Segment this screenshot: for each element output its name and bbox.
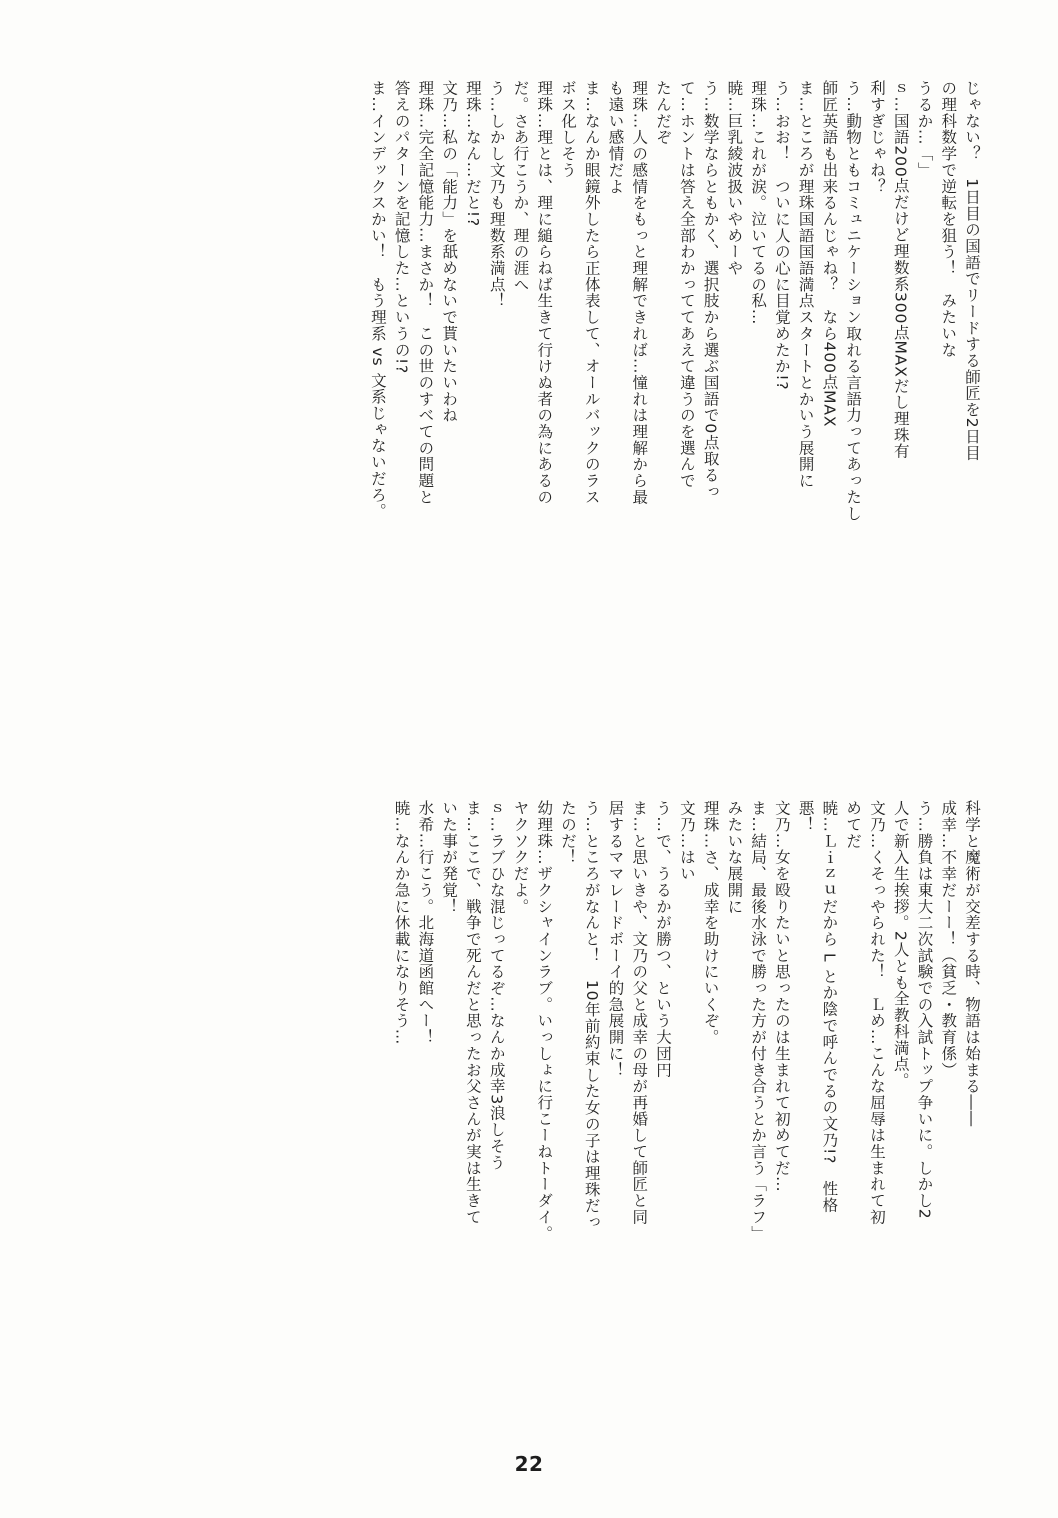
text-line: う…勝負は東大二次試験での入試トップ争いに。しかし2: [915, 800, 934, 1220]
text-line: ま…ところが理珠国語国語満点スタートとかいう展開に: [796, 80, 815, 489]
text-line: ヤクソクだよ。: [511, 800, 530, 915]
text-line: 文乃…私の「能力」を舐めないで貰いたいわね: [440, 80, 459, 424]
text-line: 利すぎじゃね？: [867, 80, 886, 195]
text-line: いた事が発覚！: [440, 800, 459, 915]
text-line: 理珠…なん…だと!?: [463, 80, 482, 227]
text-line: 文乃…くそっやられた！ Ｌめ…こんな屈辱は生まれて初: [867, 800, 886, 1226]
text-line: 居するママレードボーイ的急展開に！: [606, 800, 625, 1078]
text-line: ｓ…ラブひな混じってるぞ…なんか成幸3浪しそう: [487, 800, 506, 1171]
text-line: 師匠英語も出来るんじゃね？ なら400点MAX: [820, 80, 839, 428]
text-line: 科学と魔術が交差する時、物語は始まる――: [963, 800, 981, 1128]
text-line: て…ホントは答え全部わかっててあえて違うのを選んで: [677, 80, 696, 489]
text-line: ま…と思いきや、文乃の父と成幸の母が再婚して師匠と同: [630, 800, 649, 1226]
text-line: ま…インデックスかい！ もう理系 vs 文系じゃないだろ。: [368, 80, 387, 520]
text-line: ｓ…国語200点だけど理数系300点MAXだし理珠有: [891, 80, 910, 460]
text-line: 人で新入生挨拶。2人とも全教科満点。: [891, 800, 910, 1089]
text-line: ボス化しそう: [558, 80, 577, 179]
text-line: 暁…なんか急に休載になりそう…: [392, 800, 411, 1046]
text-line: の理科数学で逆転を狙う！ みたいな: [939, 80, 958, 358]
text-line: たんだぞ: [654, 80, 673, 146]
text-line: 水希…行こう。北海道函館へー！: [416, 800, 435, 1046]
text-line: 理珠…これが涙。泣いてるの私…: [749, 80, 768, 326]
text-line: じゃない？ 1日目の国語でリードする師匠を2日目: [963, 80, 981, 462]
text-line: う…おお！ ついに人の心に目覚めたか!?: [772, 80, 791, 391]
text-line: 理珠…人の感情をもっと理解できれば…憧れは理解から最: [630, 80, 649, 506]
text-line: 成幸…不幸だーー！（貧乏・教育係）: [939, 800, 958, 1078]
text-line: みたいな展開に: [725, 800, 744, 915]
text-line: 悪！: [796, 800, 815, 833]
text-line: 暁…巨乳綾波扱いやめーや: [725, 80, 744, 277]
text-line: 答えのパターンを記憶した…というの!?: [392, 80, 411, 375]
text-line: ま…結局、最後水泳で勝った方が付き合うとか言う「ラフ」: [749, 800, 768, 1242]
text-line: 文乃…女を殴りたいと思ったのは生まれて初めてだ…: [772, 800, 791, 1193]
text-line: 理珠…完全記憶能力…まさか！ この世のすべての問題と: [416, 80, 435, 506]
text-line: も遠い感情だよ: [606, 80, 625, 195]
text-line: めてだ: [844, 800, 863, 850]
text-line: う…ところがなんと！ 10年前約束した女の子は理珠だっ: [582, 800, 601, 1231]
text-line: だ。さあ行こうか、理の涯へ: [511, 80, 530, 293]
text-line: ま…なんか眼鏡外したら正体表して、オールバックのラス: [582, 80, 601, 506]
text-line: う…数学ならともかく、選択肢から選ぶ国語で0点取るっ: [701, 80, 720, 500]
text-block-top: [362, 80, 980, 720]
page-number: 22: [514, 1452, 544, 1476]
text-line: 理珠…さ、成幸を助けにいくぞ。: [701, 800, 720, 1046]
text-line: 幼理珠…ザクシャインラブ。いっしょに行こーねトーダイ。: [535, 800, 554, 1242]
text-line: う…動物ともコミュニケーション取れる言語力ってあったし: [844, 80, 863, 522]
text-line: 理珠…理とは、理に縋らねば生きて行けぬ者の為にあるの: [535, 80, 554, 506]
text-line: たのだ！: [558, 800, 577, 866]
text-line: 暁…Ｌｉｚｕだから L とか陰で呼んでるの文乃!? 性格: [820, 800, 839, 1214]
text-line: 文乃…はい: [677, 800, 696, 882]
text-line: うるか…「」: [915, 80, 934, 179]
text-line: う…で、うるかが勝つ、という大団円: [654, 800, 673, 1078]
text-block-bottom: [386, 800, 980, 1450]
text-line: う…しかし文乃も理数系満点！: [487, 80, 506, 309]
text-line: ま…ここで、戦争で死んだと思ったお父さんが実は生きて: [463, 800, 482, 1226]
